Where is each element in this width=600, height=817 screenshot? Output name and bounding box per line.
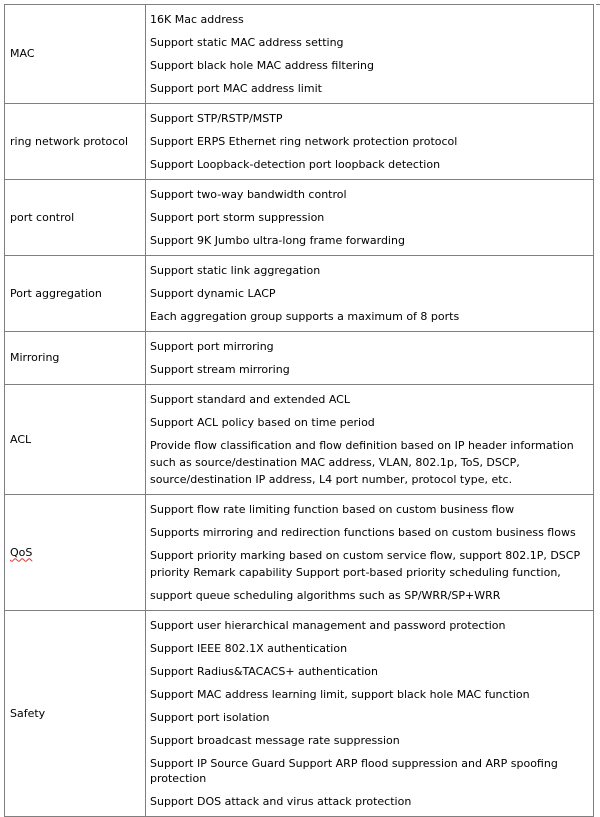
feature-line: Provide flow classification and flow definition based on IP header information such as source/destination MAC address, VLAN, 802.1p, ToS, DSCP, source/destination IP address, L4 port number, protocol type, etc. bbox=[150, 439, 574, 486]
feature-line: Support port isolation bbox=[150, 711, 270, 724]
feature-line: support queue scheduling algorithms such as SP/WRR/SP+WRR bbox=[150, 589, 501, 602]
features-cell bbox=[146, 256, 594, 332]
feature-line: Support Radius&TACACS+ authentication bbox=[150, 665, 378, 678]
feature-line: Support priority marking based on custom service flow, support 802.1P, DSCP priority Remark capability Support port-based priority scheduling function, bbox=[150, 549, 581, 579]
feature-line: Support IEEE 802.1X authentication bbox=[150, 642, 348, 655]
table-row-port-aggregation bbox=[5, 256, 594, 332]
feature-line: Support port storm suppression bbox=[150, 211, 325, 224]
category-cell: port control bbox=[5, 180, 146, 256]
feature-line: Each aggregation group supports a maximum of 8 ports bbox=[150, 310, 460, 323]
category-cell: Port aggregation bbox=[5, 256, 146, 332]
feature-line: Support DOS attack and virus attack protection bbox=[150, 795, 412, 808]
category-cell bbox=[5, 495, 146, 611]
feature-line: Support STP/RSTP/MSTP bbox=[150, 112, 283, 125]
feature-line: Support ACL policy based on time period bbox=[150, 416, 375, 429]
feature-line: Support ERPS Ethernet ring network protection protocol bbox=[150, 135, 458, 148]
feature-line: Support Loopback-detection port loopback detection bbox=[150, 158, 441, 171]
category-label: QoS bbox=[10, 545, 33, 559]
specification-table bbox=[4, 4, 594, 817]
feature-line: Supports mirroring and redirection functions based on custom business flows bbox=[150, 526, 576, 539]
features-cell bbox=[146, 180, 594, 256]
feature-line: Support stream mirroring bbox=[150, 363, 290, 376]
features-cell bbox=[146, 385, 594, 495]
feature-line: Support user hierarchical management and password protection bbox=[150, 619, 506, 632]
feature-line: Support flow rate limiting function based on custom business flow bbox=[150, 503, 515, 516]
features-cell bbox=[146, 332, 594, 385]
table-row-mac bbox=[5, 5, 594, 104]
table-row-ring-network-protocol bbox=[5, 104, 594, 180]
feature-line: Support broadcast message rate suppression bbox=[150, 734, 400, 747]
category-cell: Mirroring bbox=[5, 332, 146, 385]
feature-line: Support MAC address learning limit, support black hole MAC function bbox=[150, 688, 530, 701]
feature-line: Support port mirroring bbox=[150, 340, 274, 353]
table-row-acl bbox=[5, 385, 594, 495]
category-cell: Safety bbox=[5, 611, 146, 817]
category-cell: ring network protocol bbox=[5, 104, 146, 180]
feature-line: Support static link aggregation bbox=[150, 264, 321, 277]
feature-line: Support IP Source Guard Support ARP flood suppression and ARP spoofing protection bbox=[150, 757, 558, 785]
feature-line: Support dynamic LACP bbox=[150, 287, 276, 300]
feature-line: Support standard and extended ACL bbox=[150, 393, 350, 406]
feature-line: Support black hole MAC address filtering bbox=[150, 59, 375, 72]
category-cell: ACL bbox=[5, 385, 146, 495]
features-cell bbox=[146, 104, 594, 180]
features-cell bbox=[146, 611, 594, 817]
feature-line: Support 9K Jumbo ultra-long frame forwarding bbox=[150, 234, 405, 247]
table-row-port-control bbox=[5, 180, 594, 256]
table-row-safety bbox=[5, 611, 594, 817]
feature-line: Support port MAC address limit bbox=[150, 82, 322, 95]
features-cell bbox=[146, 5, 594, 104]
feature-line: Support two-way bandwidth control bbox=[150, 188, 347, 201]
table-row-qos bbox=[5, 495, 594, 611]
table-row-mirroring bbox=[5, 332, 594, 385]
category-cell: MAC bbox=[5, 5, 146, 104]
features-cell bbox=[146, 495, 594, 611]
feature-line: Support static MAC address setting bbox=[150, 36, 344, 49]
feature-line: 16K Mac address bbox=[150, 13, 244, 26]
page-corner-mark bbox=[596, 0, 600, 5]
